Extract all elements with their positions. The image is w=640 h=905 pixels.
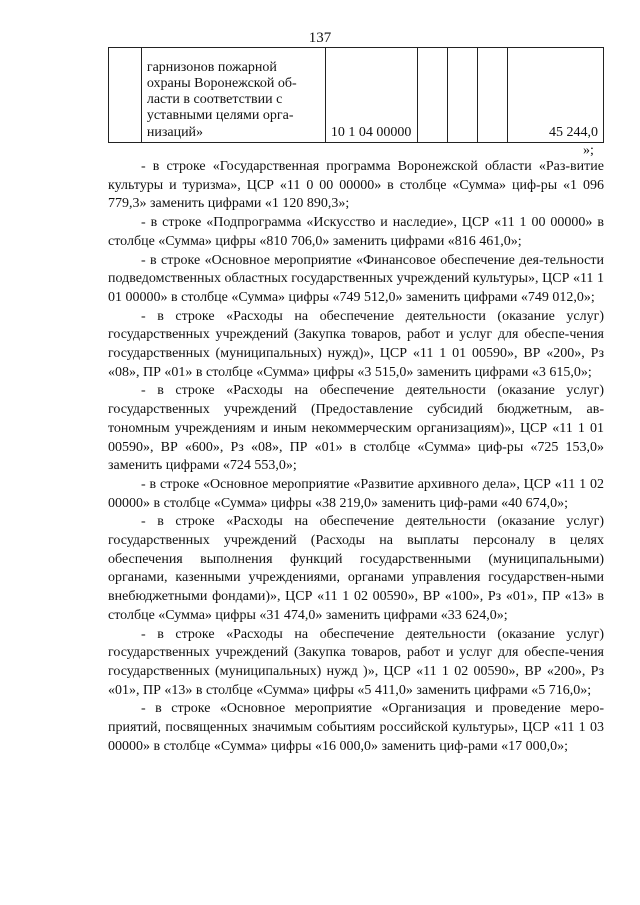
table-cell-rz — [447, 48, 477, 143]
amendment-list — [108, 158, 604, 757]
table-cell-amount: 45 244,0 — [507, 48, 603, 143]
amendment-paragraph: - в строке «Основное мероприятие «Финансовое обеспечение дея-тельности подведомственных областных государственных учреждений культуры», ЦСР «11 1 01 00000» в столбце «Сумма» цифры «749 512,0» заменить цифрами «749 012,0»; — [108, 252, 604, 305]
table-row — [109, 48, 604, 143]
amendment-paragraph: - в строке «Расходы на обеспечение деятельности (оказание услуг) государственных учреждений (Закупка товаров, работ и услуг для обеспе-чения государственных (муниципальных) нужд)», ЦСР «11 1 01 00590», ВР «200», Рз «08», ПР «01» в столбце «Сумма» цифры «3 515,0» заменить цифрами «3 615,0»; — [108, 308, 604, 380]
description-line: охраны Воронежской об- — [146, 75, 297, 91]
amendment-paragraph: - в строке «Расходы на обеспечение деятельности (оказание услуг) государственных учреждений (Расходы на выплаты персоналу в целях обеспечения выполнения функций государственными (муниципальными) органами, казенными учреждениями, органами управления государствен-ными внебюджетными фондами)», ЦСР «11 1 02 00590», ВР «100», Рз «01», ПР «13» в столбце «Сумма» цифры «31 474,0» заменить цифрами «33 624,0»; — [108, 514, 604, 623]
table-cell-empty — [109, 48, 142, 143]
amendment-paragraph: - в строке «Государственная программа Воронежской области «Раз-витие культуры и туризма», ЦСР «11 0 00 00000» в столбце «Сумма» циф-ры «1 096 779,3» заменить цифрами «1 120 890,3»; — [108, 159, 604, 212]
description-line: гарнизонов пожарной — [146, 59, 277, 75]
table-cell-csr: 10 1 04 00000 — [325, 48, 417, 143]
amendment-paragraph: - в строке «Расходы на обеспечение деятельности (оказание услуг) государственных учреждений (Закупка товаров, работ и услуг для обеспе-чения государственных (муниципальных) нужд )», ЦСР «11 1 02 00590», ВР «200», Рз «01», ПР «13» в столбце «Сумма» цифры «5 411,0» заменить цифрами «5 716,0»; — [108, 626, 604, 698]
description-line: ласти в соответствии с — [146, 92, 283, 108]
table-cell-vr — [417, 48, 447, 143]
amendment-paragraph: - в строке «Основное мероприятие «Организация и проведение меро-приятий, посвященных значимым событиям российской культуры», ЦСР «11 1 03 00000» в столбце «Сумма» цифры «16 000,0» заменить циф-рами «17 000,0»; — [108, 701, 604, 754]
page-number: 137 — [308, 30, 332, 46]
amendment-paragraph: - в строке «Подпрограмма «Искусство и наследие», ЦСР «11 1 00 00000» в столбце «Сумма» цифры «810 706,0» заменить цифрами «816 461,0»; — [108, 215, 604, 249]
amendment-paragraph: - в строке «Основное мероприятие «Развитие архивного дела», ЦСР «11 1 02 00000» в столбце «Сумма» цифры «38 219,0» заменить циф-рами «40 674,0»; — [108, 476, 604, 511]
table-cell-description — [141, 48, 325, 143]
amendment-paragraph: - в строке «Расходы на обеспечение деятельности (оказание услуг) государственных учреждений (Предоставление субсидий бюджетным, ав-тономным учреждениям и иным некоммерческим организациям)», ЦСР «11 1 01 00590», ВР «600», Рз «08», ПР «01» в столбце «Сумма» циф-ры «725 153,0» заменить цифрами «724 553,0»; — [108, 383, 604, 474]
table-cell-pr — [477, 48, 507, 143]
budget-table — [108, 47, 604, 143]
table-closing-quote: »; — [583, 143, 594, 158]
description-line: низаций» — [146, 124, 204, 140]
description-line: уставными целями орга- — [146, 108, 294, 124]
